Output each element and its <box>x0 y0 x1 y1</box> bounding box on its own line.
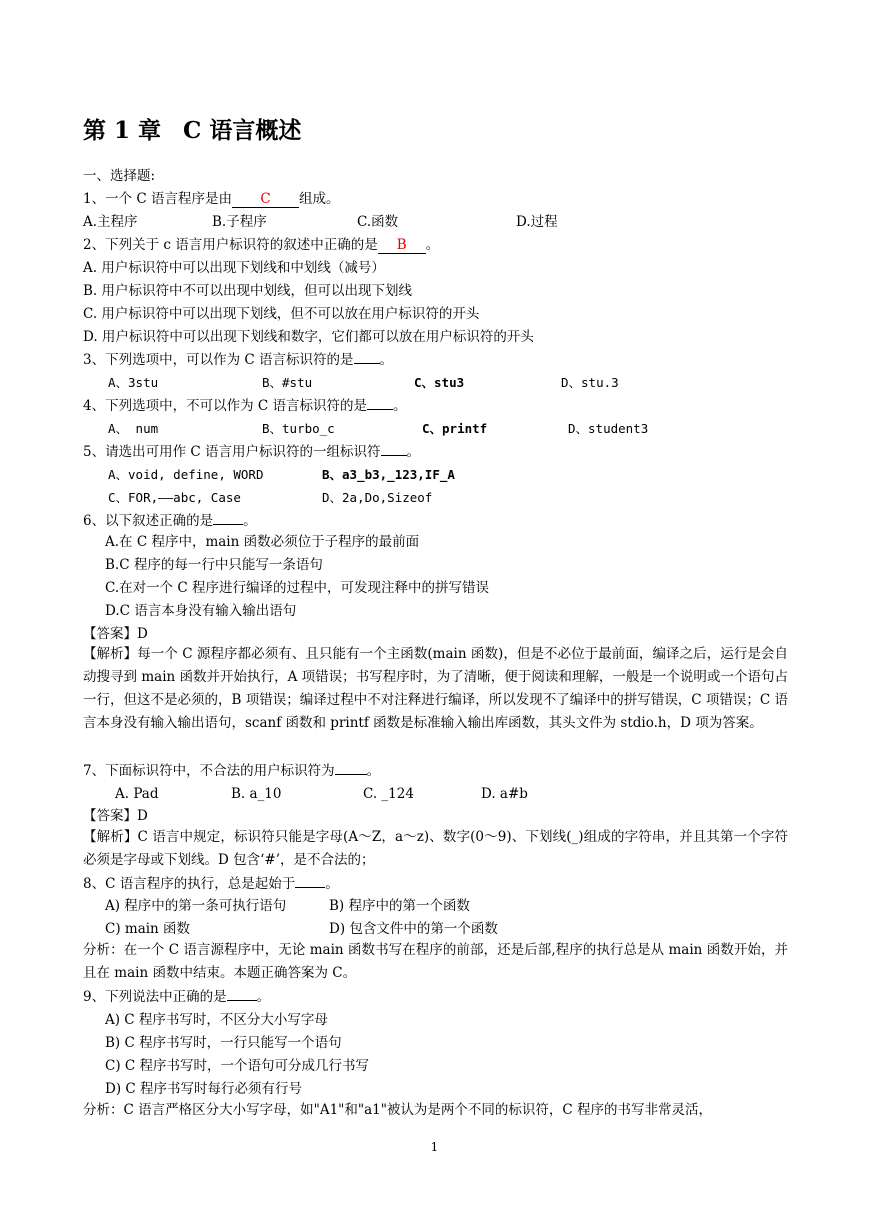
q6-option-b: B.C 程序的每一行中只能写一条语句 <box>105 557 323 573</box>
q7-analysis: 【解析】C 语言中规定，标识符只能是字母(A～Z，a～z)、数字(0～9)、下划线(_)组成的字符串，并且其第一个字符必须是字母或下划线。D 包含‘#’，是不合法的； <box>83 829 788 868</box>
q1-option-d: D.过程 <box>516 214 558 230</box>
q9-option-b: B) C 程序书写时，一行只能写一个语句 <box>105 1035 342 1051</box>
q8-option-c: C) main 函数 <box>105 921 191 937</box>
question-4-stem: 4、下列选项中，不可以作为 C 语言标识符的是 <box>83 398 368 414</box>
question-6-stem: 6、以下叙述正确的是 <box>83 513 214 529</box>
answer-blank <box>213 524 243 525</box>
question-5-stem: 5、请选出可用作 C 语言用户标识符的一组标识符 <box>83 444 381 460</box>
question-8: 8、C 语言程序的执行，总是起始于 。 <box>83 876 339 892</box>
question-5: 5、请选出可用作 C 语言用户标识符的一组标识符 。 <box>83 444 421 460</box>
answer-blank <box>295 887 325 888</box>
q6-option-d: D.C 语言本身没有输入输出语句 <box>105 603 297 619</box>
q5-option-b: B、a3_b3,_123,IF_A <box>322 467 455 482</box>
q6-analysis: 【解析】每一个 C 源程序都必须有、且只能有一个主函数(main 函数)，但是不必位于最前面，编译之后，运行是会自动搜寻到 main 函数并开始执行，A 项错误；书写程序时，为了清晰，便于阅读和理解，一般是一个说明或一个语句占一行，但这不是必须的，B 项错误；编译过程中不对注释进行编译，所以发现不了编译中的拼写错误，C 项错误；C 语言本身没有输入输出语句，scanf 函数和 printf 函数是标准输入输出库函数，其头文件为 stdio.h，D 项为答案。 <box>83 646 788 731</box>
question-4: 4、下列选项中，不可以作为 C 语言标识符的是 。 <box>83 398 407 414</box>
chapter-name: C 语言概述 <box>183 117 302 144</box>
q6-option-c: C.在对一个 C 程序进行编译的过程中，可发现注释中的拼写错误 <box>105 580 490 596</box>
q4-option-d: D、student3 <box>568 421 649 436</box>
page-number: 1 <box>430 1140 439 1154</box>
question-1: 1、一个 C 语言程序是由 C 组成。 <box>83 191 340 207</box>
q8-option-a: A) 程序中的第一条可执行语句 <box>105 898 287 914</box>
q3-option-c: C、stu3 <box>414 375 465 390</box>
question-3: 3、下列选项中，可以作为 C 语言标识符的是 。 <box>83 352 394 368</box>
q9-option-d: D) C 程序书写时每行必须有行号 <box>105 1081 303 1097</box>
question-7: 7、下面标识符中，不合法的用户标识符为 。 <box>83 763 381 779</box>
q4-option-b: B、turbo_c <box>262 421 335 436</box>
q1-option-b: B.子程序 <box>212 214 267 230</box>
answer-blank <box>227 1000 257 1001</box>
q5-option-d: D、2a,Do,Sizeof <box>322 490 433 505</box>
q2-option-a: A. 用户标识符中可以出现下划线和中划线（减号） <box>83 260 385 276</box>
q5-option-a: A、void, define, WORD <box>108 467 264 482</box>
q1-option-c: C.函数 <box>357 214 399 230</box>
question-3-stem: 3、下列选项中，可以作为 C 语言标识符的是 <box>83 352 354 368</box>
question-1-stem: 1、一个 C 语言程序是由 <box>83 191 233 207</box>
question-8-stem: 8、C 语言程序的执行，总是起始于 <box>83 876 296 892</box>
q3-option-d: D、stu.3 <box>561 375 619 390</box>
q8-analysis: 分析：在一个 C 语言源程序中，无论 main 函数书写在程序的前部，还是后部,程序的执行总是从 main 函数开始，并且在 main 函数中结束。本题正确答案为 C。 <box>83 942 788 981</box>
answer-blank <box>367 409 393 410</box>
q7-option-a: A. Pad <box>115 786 159 802</box>
chapter-title <box>83 112 323 145</box>
question-7-stem: 7、下面标识符中，不合法的用户标识符为 <box>83 763 335 779</box>
q7-option-b: B. a_10 <box>231 786 282 802</box>
q6-answer: 【答案】D <box>83 626 148 642</box>
section-heading: 一、选择题: <box>83 168 156 184</box>
q9-analysis: 分析：C 语言严格区分大小写字母，如"A1"和"a1"被认为是两个不同的标识符，C 程序的书写非常灵活， <box>83 1102 713 1118</box>
q9-option-c: C) C 程序书写时，一个语句可分成几行书写 <box>105 1058 370 1074</box>
q4-option-a: A、 num <box>108 421 159 436</box>
question-2-answer: B <box>378 238 426 254</box>
q3-option-b: B、#stu <box>262 375 313 390</box>
question-6: 6、以下叙述正确的是 。 <box>83 513 257 529</box>
q1-option-a: A.主程序 <box>83 214 138 230</box>
q7-option-c: C. _124 <box>363 786 414 802</box>
q5-option-c: C、FOR,——abc, Case <box>108 490 241 505</box>
q7-answer: 【答案】D <box>83 808 148 824</box>
answer-blank <box>354 363 380 364</box>
q4-option-c: C、printf <box>422 421 488 436</box>
q3-option-a: A、3stu <box>108 375 159 390</box>
q8-option-d: D) 包含文件中的第一个函数 <box>329 921 498 937</box>
question-1-answer: C <box>232 192 299 208</box>
q7-option-d: D. a#b <box>481 786 528 802</box>
answer-blank <box>335 774 367 775</box>
q9-option-a: A) C 程序书写时，不区分大小写字母 <box>105 1012 328 1028</box>
q6-option-a: A.在 C 程序中，main 函数必须位于子程序的最前面 <box>105 534 420 550</box>
question-2: 2、下列关于 c 语言用户标识符的叙述中正确的是 B 。 <box>83 237 440 253</box>
chapter-number: 第 1 章 <box>83 117 162 144</box>
q2-option-b: B. 用户标识符中不可以出现中划线，但可以出现下划线 <box>83 283 413 299</box>
answer-blank <box>381 455 407 456</box>
q2-option-d: D. 用户标识符中可以出现下划线和数字，它们都可以放在用户标识符的开头 <box>83 329 534 345</box>
question-9: 9、下列说法中正确的是 。 <box>83 989 271 1005</box>
q2-option-c: C. 用户标识符中可以出现下划线，但不可以放在用户标识符的开头 <box>83 306 480 322</box>
q8-option-b: B) 程序中的第一个函数 <box>329 898 470 914</box>
question-2-stem: 2、下列关于 c 语言用户标识符的叙述中正确的是 <box>83 237 378 253</box>
question-9-stem: 9、下列说法中正确的是 <box>83 989 227 1005</box>
